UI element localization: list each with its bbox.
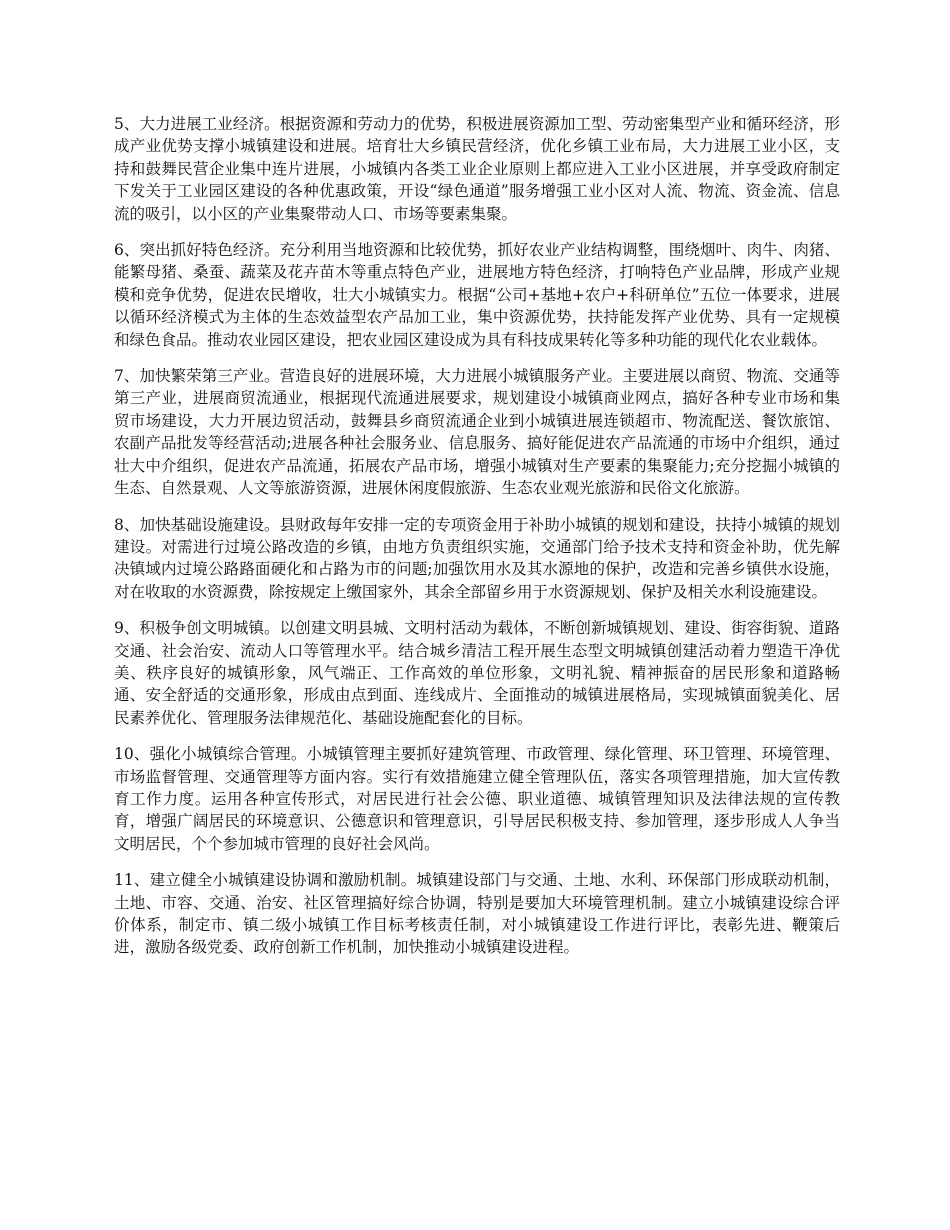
document-body bbox=[114, 113, 840, 973]
paragraph-town-management: 10、强化小城镇综合管理。小城镇管理主要抓好建筑管理、市政管理、绿化管理、环卫管理、环境管理、市场监督管理、交通管理等方面内容。实行有效措施建立健全管理队伍，落实各项管理措施，加大宣传教育工作力度。运用各种宣传形式，对居民进行社会公德、职业道德、城镇管理知识及法律法规的宣传教育，增强广阔居民的环境意识、公德意识和管理意识，引导居民积极支持、参加管理，逐步形成人人争当文明居民，个个参加城市管理的良好社会风尚。 bbox=[114, 745, 840, 853]
paragraph-civilized-towns: 9、积极争创文明城镇。以创建文明县城、文明村活动为载体，不断创新城镇规划、建设、街容街貌、道路交通、社会治安、流动人口等管理水平。结合城乡清洁工程开展生态型文明城镇创建活动着力塑造干净优美、秩序良好的城镇形象，风气端正、工作高效的单位形象，文明礼貌、精神振奋的居民形象和道路畅通、安全舒适的交通形象，形成由点到面、连线成片、全面推动的城镇进展格局，实现城镇面貌美化、居民素养优化、管理服务法律规范化、基础设施配套化的目标。 bbox=[114, 619, 840, 727]
paragraph-specialty-economy: 6、突出抓好特色经济。充分利用当地资源和比较优势，抓好农业产业结构调整，围绕烟叶、肉牛、肉猪、能繁母猪、桑蚕、蔬菜及花卉苗木等重点特色产业，进展地方特色经济，打响特色产业品牌，形成产业规模和竞争优势，促进农民增收，壮大小城镇实力。根据“公司+基地+农户+科研单位”五位一体要求，进展以循环经济模式为主体的生态效益型农产品加工业，集中资源优势，扶持能发挥产业优势、具有一定规模和绿色食品。推动农业园区建设，把农业园区建设成为具有科技成果转化等多种功能的现代化农业载体。 bbox=[114, 241, 840, 349]
paragraph-infrastructure: 8、加快基础设施建设。县财政每年安排一定的专项资金用于补助小城镇的规划和建设，扶持小城镇的规划建设。对需进行过境公路改造的乡镇，由地方负责组织实施，交通部门给予技术支持和资金补助，优先解决镇域内过境公路路面硬化和占路为市的问题;加强饮用水及其水源地的保护，改造和完善乡镇供水设施，对在收取的水资源费，除按规定上缴国家外，其余全部留乡用于水资源规划、保护及相关水利设施建设。 bbox=[114, 515, 840, 601]
paragraph-coordination-mechanism: 11、建立健全小城镇建设协调和激励机制。城镇建设部门与交通、土地、水利、环保部门形成联动机制，土地、市容、交通、治安、社区管理搞好综合协调，特别是要加大环境管理机制。建立小城镇建设综合评价体系，制定市、镇二级小城镇工作目标考核责任制，对小城镇建设工作进行评比，表彰先进、鞭策后进，激励各级党委、政府创新工作机制，加快推动小城镇建设进程。 bbox=[114, 871, 840, 957]
paragraph-industrial-economy: 5、大力进展工业经济。根据资源和劳动力的优势，积极进展资源加工型、劳动密集型产业和循环经济，形成产业优势支撑小城镇建设和进展。培育壮大乡镇民营经济，优化乡镇工业布局，大力进展工业小区，支持和鼓舞民营企业集中连片进展，小城镇内各类工业企业原则上都应进入工业小区进展，并享受政府制定下发关于工业园区建设的各种优惠政策，开设“绿色通道”服务增强工业小区对人流、物流、资金流、信息流的吸引，以小区的产业集聚带动人口、市场等要素集聚。 bbox=[114, 115, 840, 223]
paragraph-tertiary-industry: 7、加快繁荣第三产业。营造良好的进展环境，大力进展小城镇服务产业。主要进展以商贸、物流、交通等第三产业，进展商贸流通业，根据现代流通进展要求，规划建设小城镇商业网点，搞好各种专业市场和集贸市场建设，大力开展边贸活动，鼓舞县乡商贸流通企业到小城镇进展连锁超市、物流配送、餐饮旅馆、农副产品批发等经营活动;进展各种社会服务业、信息服务、搞好能促进农产品流通的市场中介组织，通过壮大中介组织，促进农产品流通，拓展农产品市场，增强小城镇对生产要素的集聚能力;充分挖掘小城镇的生态、自然景观、人文等旅游资源，进展休闲度假旅游、生态农业观光旅游和民俗文化旅游。 bbox=[114, 367, 840, 498]
